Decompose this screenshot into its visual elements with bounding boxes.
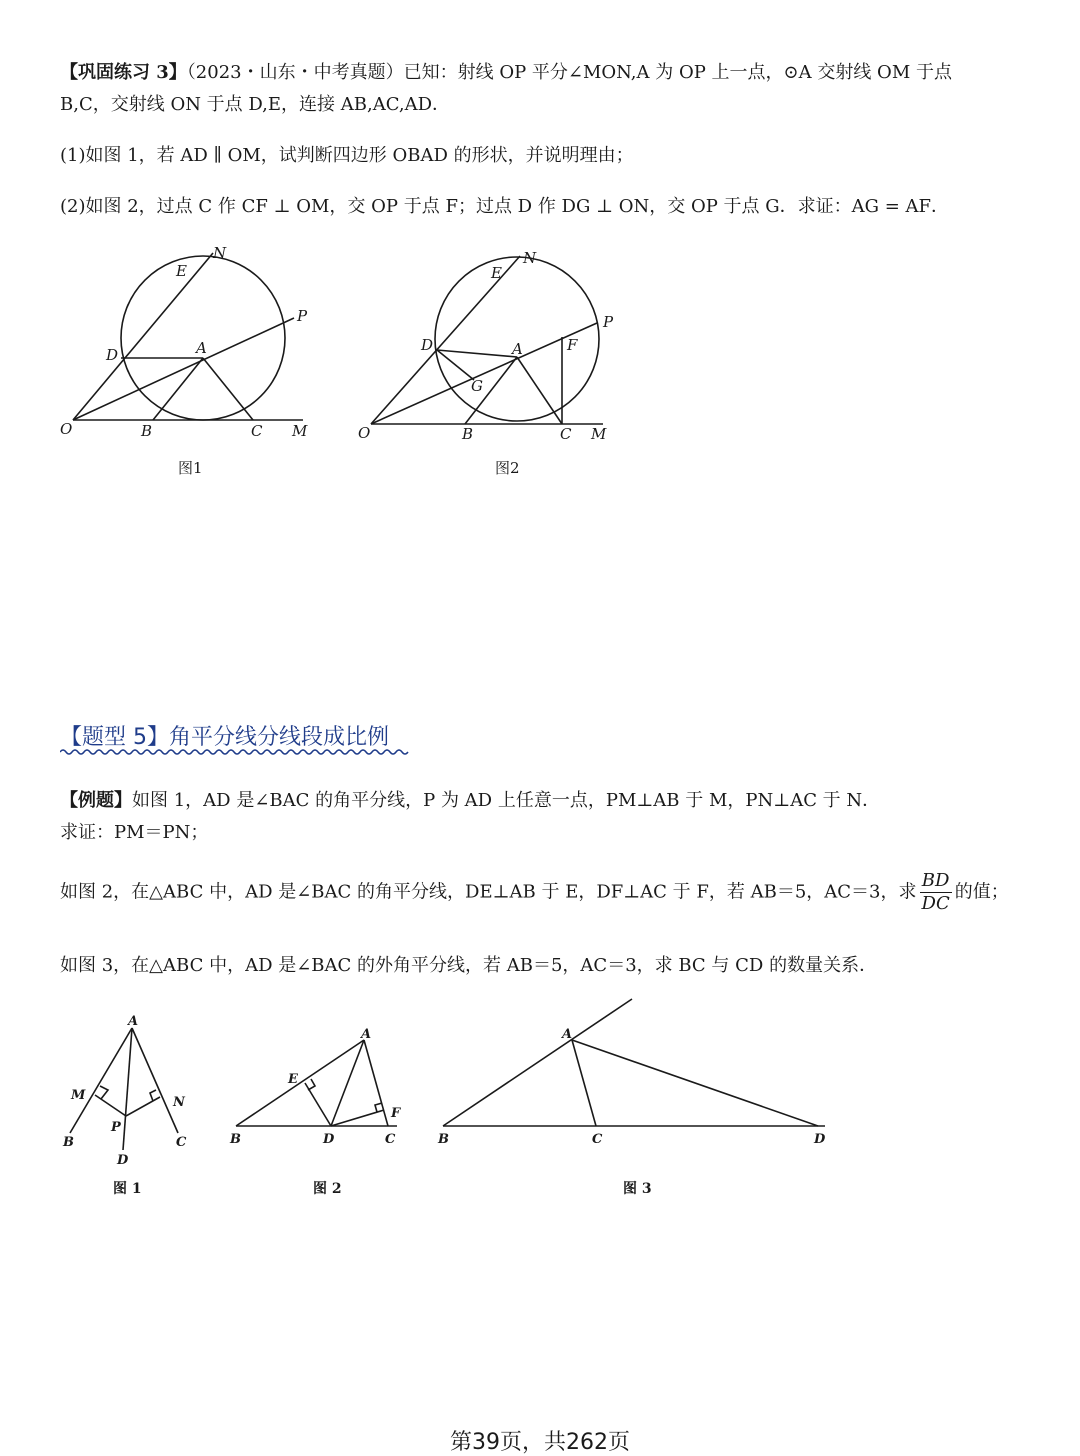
figA-label-n: N (173, 1095, 185, 1110)
example-figure-2 (225, 1020, 415, 1200)
fig2-label-p: P (603, 313, 614, 331)
example-figure-1 (55, 1005, 205, 1205)
example-line-3 (60, 870, 1009, 915)
example-tag: 【例题】 (60, 790, 132, 811)
fig1-label-a: A (196, 339, 207, 357)
figB-label-e: E (288, 1072, 298, 1087)
fig2-label-d: D (421, 336, 434, 354)
figA-label-d: D (117, 1153, 129, 1168)
figA-caption: 图 1 (113, 1181, 142, 1197)
fig1-caption: 图1 (178, 459, 203, 477)
fig1-label-d: D (106, 346, 119, 364)
fig2-label-g: G (471, 377, 483, 395)
example-line-4: 如图 3，在△ABC 中，AD 是∠BAC 的外角平分线，若 AB＝5，AC＝3，求 BC 与 CD 的数量关系． (60, 955, 878, 976)
exercise-tag: 【巩固练习 3】 (60, 62, 187, 83)
figC-label-a: A (562, 1027, 573, 1042)
fig1-label-o: O (60, 420, 73, 438)
figC-label-d: D (814, 1132, 826, 1147)
fig2-label-f: F (567, 336, 578, 354)
exercise-question-2: (2)如图 2，过点 C 作 CF ⊥ OM，交 OP 于点 F；过点 D 作 DG ⊥ ON，交 OP 于点 G．求证：AG = AF． (60, 196, 950, 217)
fig2-label-a: A (512, 340, 523, 358)
figB-caption: 图 2 (313, 1181, 342, 1197)
example-figure-3 (430, 990, 840, 1200)
example-line-1-text: 如图 1，AD 是∠BAC 的角平分线，P 为 AD 上任意一点，PM⊥AB 于 M，PN⊥AC 于 N． (132, 790, 881, 811)
exercise-question-1: (1)如图 1，若 AD ∥ OM，试判断四边形 OBAD 的形状，并说明理由； (60, 145, 634, 166)
fig2-caption: 图2 (495, 459, 520, 477)
exercise-line-2: B,C，交射线 ON 于点 D,E，连接 AB,AC,AD． (60, 94, 450, 115)
example-line-3-after: 的值； (954, 881, 1009, 903)
fig2-label-c: C (560, 425, 572, 443)
figC-caption: 图 3 (623, 1181, 652, 1197)
exercise-line-1-text: （2023・山东・中考真题）已知：射线 OP 平分∠MON,A 为 OP 上一点，⊙A 交射线 OM 于点 (186, 62, 952, 83)
figA-label-b: B (63, 1135, 74, 1150)
figB-label-b: B (230, 1132, 241, 1147)
figA-label-c: C (176, 1135, 187, 1150)
fig1-label-b: B (141, 422, 153, 440)
fig1-label-n: N (213, 244, 227, 262)
figC-label-b: B (438, 1132, 449, 1147)
figA-label-a: A (128, 1014, 139, 1029)
fig2-label-o: O (358, 424, 371, 442)
fig1-label-m: M (292, 422, 308, 440)
page-number-footer: 第39页，共262页 (450, 1430, 630, 1455)
fraction-numerator: BD (920, 870, 952, 893)
figA-label-m: M (71, 1088, 86, 1103)
exercise-line-1 (60, 58, 952, 84)
fig2-label-b: B (462, 425, 474, 443)
fig2-label-e: E (491, 264, 502, 282)
figA-label-p: P (111, 1120, 121, 1135)
figB-label-f: F (391, 1106, 401, 1121)
exercise-figure-1 (50, 235, 330, 485)
example-line-2: 求证：PM＝PN； (60, 822, 209, 843)
figB-label-a: A (361, 1027, 372, 1042)
fig2-label-n: N (523, 249, 537, 267)
example-line-3-before: 如图 2，在△ABC 中，AD 是∠BAC 的角平分线，DE⊥AB 于 E，DF⊥AC 于 F，若 AB＝5，AC＝3，求 (60, 881, 917, 903)
figB-label-c: C (385, 1132, 396, 1147)
fraction-bd-dc (920, 870, 952, 915)
figC-label-c: C (592, 1132, 603, 1147)
fig1-label-p: P (297, 307, 308, 325)
exercise-figure-2 (345, 240, 635, 485)
fig1-label-e: E (176, 262, 187, 280)
example-line-1 (60, 786, 880, 812)
figB-label-d: D (323, 1132, 335, 1147)
fig1-label-c: C (251, 422, 263, 440)
section-title-underline (60, 748, 412, 756)
section-title: 【题型 5】角平分线分线段成比例 (60, 725, 389, 750)
fig2-label-m: M (591, 425, 607, 443)
fraction-denominator: DC (921, 893, 950, 914)
